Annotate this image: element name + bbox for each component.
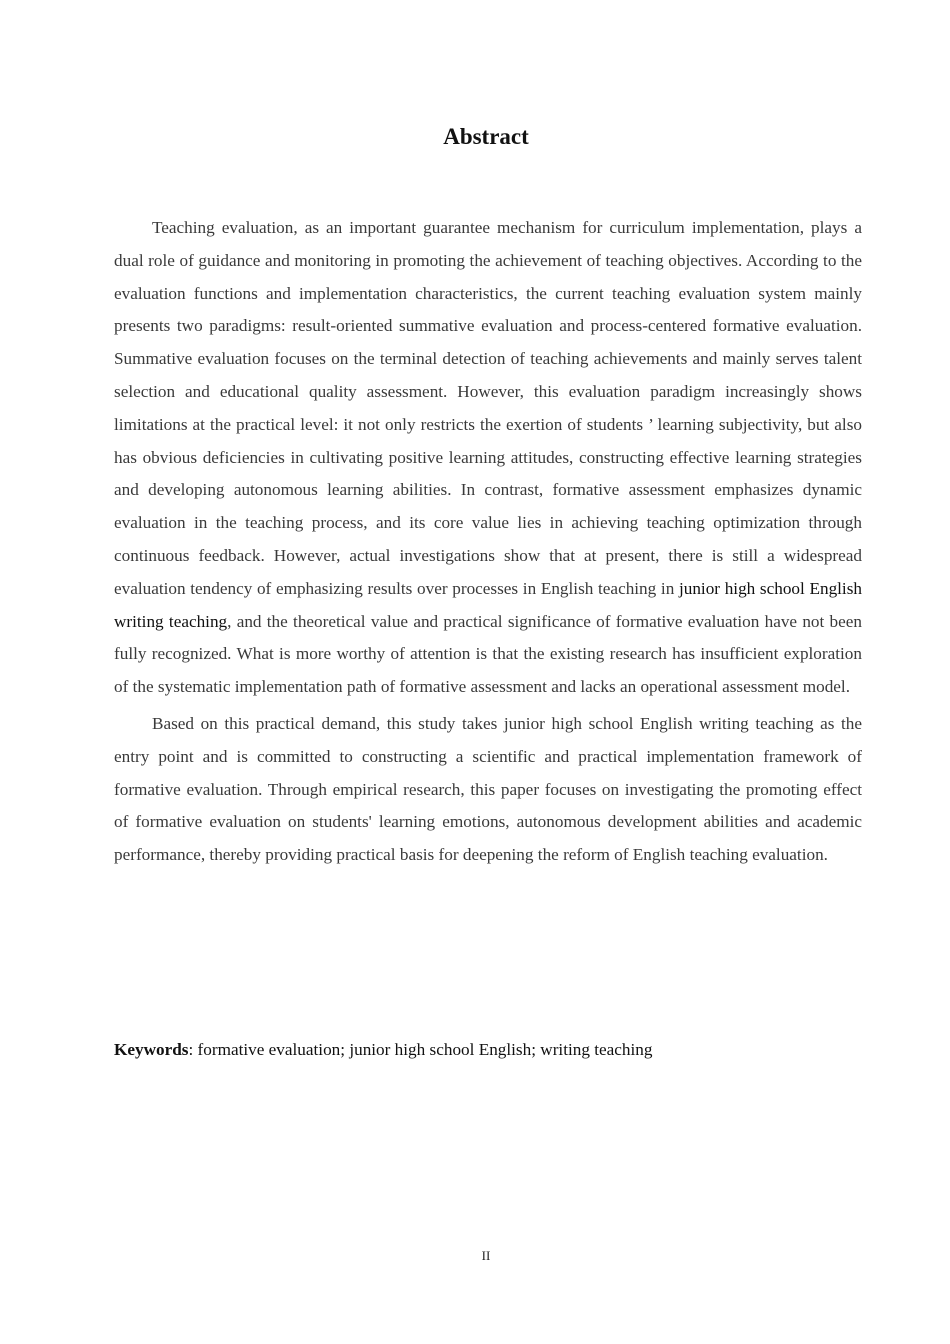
- paragraph-1-highlight: junior high school English writing teaching: [114, 578, 862, 631]
- paragraph-1-text-start: Teaching evaluation, as an important guarantee mechanism for curriculum implementation, plays a dual role of guidance and monitoring in promoting the achievement of teaching objectives. According to the evaluation functions and implementation characteristics, the current teaching evaluation system mainly presents two paradigms: result-oriented summative evaluation and process-centered formative evaluation. Summative evaluation focuses on the terminal detection of teaching achievements and mainly serves talent selection and educational quality assessment. However, this evaluation paradigm increasingly shows limitations at the practical level: it not only restricts the exertion of students ’ learning subjectivity, but also has obvious deficiencies in cultivating positive learning attitudes, constructing effective learning strategies and developing autonomous learning abilities. In contrast, formative assessment emphasizes dynamic evaluation in the teaching process, and its core value lies in achieving teaching optimization through continuous feedback. However, actual investigations show that at present, there is still a widespread evaluation tendency of emphasizing results over processes in English teaching in: [114, 218, 862, 598]
- keywords-line: [114, 1036, 874, 1064]
- keywords-label: Keywords: [114, 1040, 189, 1059]
- abstract-paragraph-2: Based on this practical demand, this study takes junior high school English writing teaching as the entry point and is committed to constructing a scientific and practical implementation framework of formative evaluation. Through empirical research, this paper focuses on investigating the promoting effect of formative evaluation on students' learning emotions, autonomous development abilities and academic performance, thereby providing practical basis for deepening the reform of English teaching evaluation.: [114, 713, 862, 865]
- keywords-text: : formative evaluation; junior high school English; writing teaching: [188, 1040, 653, 1059]
- abstract-paragraph-1: [114, 212, 862, 704]
- abstract-body: [114, 212, 862, 876]
- page-title: Abstract: [443, 124, 529, 149]
- page-number: II: [481, 1248, 491, 1263]
- paragraph-1-text-end: , and the theoretical value and practical significance of formative evaluation have not been fully recognized. What is more worthy of attention is that the existing research has insufficient exploration of the systematic implementation path of formative assessment and lacks an operational assessment model.: [114, 611, 862, 697]
